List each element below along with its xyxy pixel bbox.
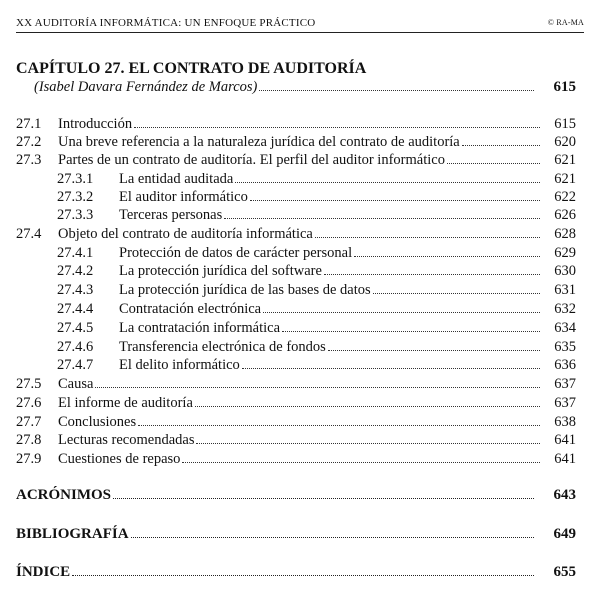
toc-entry [16, 225, 576, 243]
toc-subentry [57, 170, 576, 188]
toc-number: 27.3.3 [57, 207, 94, 223]
toc-page: 641 [554, 432, 576, 448]
toc-number: 27.3.1 [57, 171, 94, 187]
toc-title: La protección jurídica del software [119, 263, 322, 279]
toc-number: 27.2 [16, 134, 42, 150]
toc-entry [16, 133, 576, 151]
toc-number: 27.1 [16, 116, 42, 132]
toc-subentry [57, 188, 576, 206]
back-matter-page: 655 [553, 564, 576, 580]
leader-dots [328, 338, 540, 351]
toc-number: 27.7 [16, 414, 42, 430]
toc-title: Objeto del contrato de auditoría informática [58, 226, 313, 242]
toc-number: 27.4.5 [57, 320, 94, 336]
toc-title: Contratación electrónica [119, 301, 262, 317]
toc-title: El auditor informático [119, 189, 248, 205]
chapter-page: 615 [553, 79, 576, 95]
toc-page: 621 [554, 152, 576, 168]
toc-title: Terceras personas [119, 207, 223, 223]
back-matter-entry [16, 524, 576, 544]
toc-page: 637 [554, 395, 576, 411]
leader-dots [250, 188, 540, 201]
toc-title: El delito informático [119, 357, 240, 373]
toc-page: 622 [554, 189, 576, 205]
toc-page: 626 [554, 207, 576, 223]
toc-page: 634 [554, 320, 576, 336]
toc-page: 635 [554, 339, 576, 355]
toc-title: Cuestiones de repaso [58, 451, 181, 467]
toc-page: 620 [554, 134, 576, 150]
toc-number: 27.4.7 [57, 357, 94, 373]
toc-page: 630 [554, 263, 576, 279]
leader-dots [263, 300, 540, 313]
leader-dots [224, 206, 540, 219]
toc-title: Una breve referencia a la naturaleza jurídica del contrato de auditoría [58, 134, 460, 150]
leader-dots [447, 151, 540, 164]
toc-number: 27.4.3 [57, 282, 94, 298]
leader-dots [462, 133, 540, 146]
toc-page: 628 [554, 226, 576, 242]
toc-entry [16, 115, 576, 133]
toc-entry [16, 450, 576, 468]
toc-page: 615 [554, 116, 576, 132]
chapter-author: (Isabel Davara Fernández de Marcos) [34, 79, 258, 95]
toc-subentry [57, 338, 576, 356]
toc-number: 27.6 [16, 395, 42, 411]
toc-title: La contratación informática [119, 320, 281, 336]
leader-dots [259, 78, 534, 91]
toc-subentry [57, 244, 576, 262]
toc-title: Conclusiones [58, 414, 137, 430]
leader-dots [138, 413, 540, 426]
toc-number: 27.4.2 [57, 263, 94, 279]
toc-number: 27.9 [16, 451, 42, 467]
toc-subentry [57, 262, 576, 280]
toc-page: 636 [554, 357, 576, 373]
back-matter-title: BIBLIOGRAFÍA [16, 526, 129, 542]
toc-number: 27.4.1 [57, 245, 94, 261]
toc-page: 629 [554, 245, 576, 261]
toc-title: Causa [58, 376, 94, 392]
toc-page: 621 [554, 171, 576, 187]
leader-dots [282, 319, 540, 332]
toc-title: Partes de un contrato de auditoría. El perfil del auditor informático [58, 152, 445, 168]
leader-dots [195, 394, 540, 407]
leader-dots [95, 375, 540, 388]
back-matter-entry [16, 562, 576, 582]
leader-dots [134, 115, 540, 128]
leader-dots [182, 450, 540, 463]
running-header-title: XX AUDITORÍA INFORMÁTICA: UN ENFOQUE PRÁCTICO [16, 17, 316, 29]
chapter-title: CAPÍTULO 27. EL CONTRATO DE AUDITORÍA [16, 60, 367, 77]
back-matter-page: 649 [553, 526, 576, 542]
leader-dots [72, 562, 534, 576]
toc-page: 631 [554, 282, 576, 298]
publisher-mark: © RA-MA [547, 18, 584, 27]
toc-title: Protección de datos de carácter personal [119, 245, 353, 261]
leader-dots [242, 356, 540, 369]
back-matter-page: 643 [553, 487, 576, 503]
leader-dots [196, 431, 540, 444]
toc-number: 27.4.6 [57, 339, 94, 355]
toc-entry [16, 413, 576, 431]
toc-subentry [57, 319, 576, 337]
toc-subentry [57, 281, 576, 299]
toc-title: El informe de auditoría [58, 395, 193, 411]
toc-title: Introducción [58, 116, 133, 132]
toc-page: 638 [554, 414, 576, 430]
toc-entry [16, 151, 576, 169]
toc-subentry [57, 300, 576, 318]
toc-page: 641 [554, 451, 576, 467]
toc-number: 27.3.2 [57, 189, 94, 205]
toc-title: La entidad auditada [119, 171, 234, 187]
toc-subentry [57, 206, 576, 224]
toc-number: 27.8 [16, 432, 42, 448]
leader-dots [235, 170, 540, 183]
leader-dots [315, 225, 540, 238]
toc-subentry [57, 356, 576, 374]
back-matter-title: ÍNDICE [16, 564, 71, 580]
toc-page: 632 [554, 301, 576, 317]
toc-entry [16, 394, 576, 412]
toc-entry [16, 375, 576, 393]
leader-dots [113, 485, 534, 499]
back-matter-entry [16, 485, 576, 505]
toc-title: Transferencia electrónica de fondos [119, 339, 326, 355]
toc-entry [16, 431, 576, 449]
toc-page: 637 [554, 376, 576, 392]
toc-number: 27.3 [16, 152, 42, 168]
back-matter-title: ACRÓNIMOS [16, 487, 112, 503]
toc-number: 27.5 [16, 376, 42, 392]
toc-number: 27.4.4 [57, 301, 94, 317]
toc-number: 27.4 [16, 226, 42, 242]
leader-dots [131, 524, 534, 538]
chapter-author-row [34, 78, 576, 96]
leader-dots [354, 244, 540, 257]
leader-dots [373, 281, 540, 294]
leader-dots [324, 262, 540, 275]
toc-title: La protección jurídica de las bases de datos [119, 282, 371, 298]
toc-title: Lecturas recomendadas [58, 432, 195, 448]
running-header [16, 16, 584, 33]
